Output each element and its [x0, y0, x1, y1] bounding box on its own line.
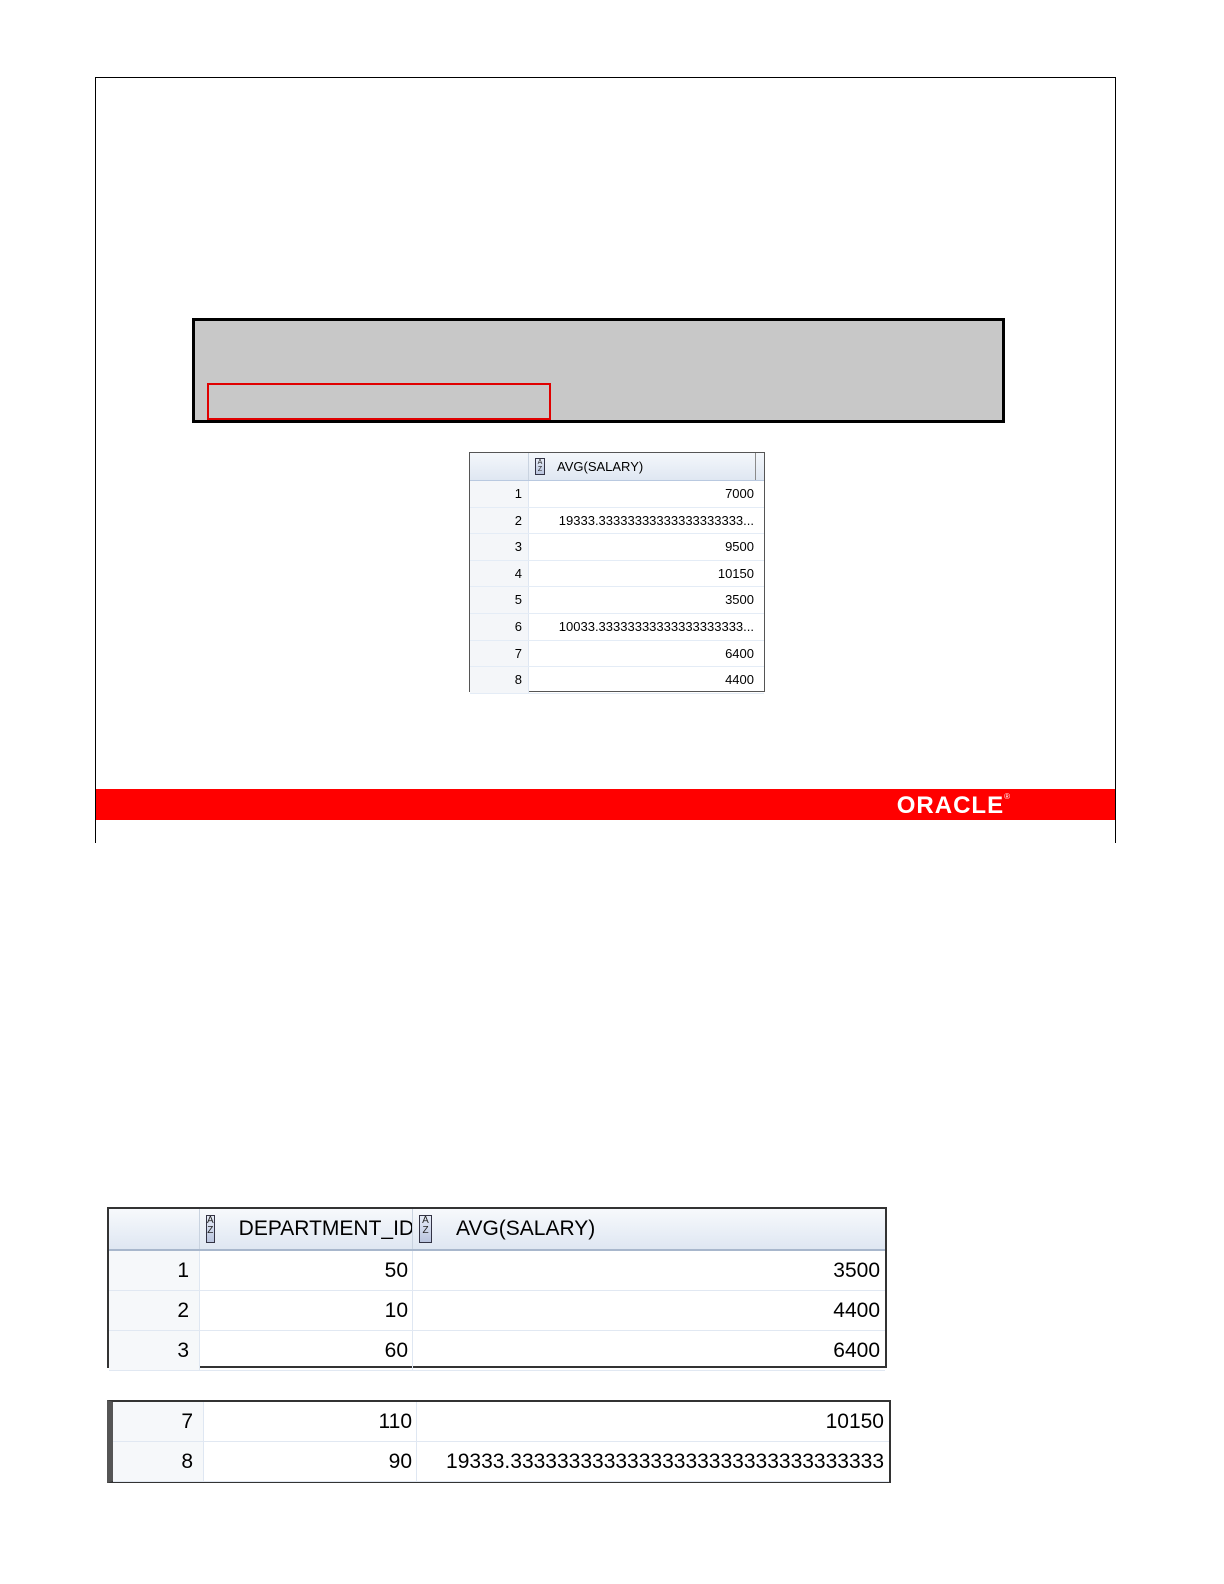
oracle-logo-text: ORACLE	[896, 792, 1005, 819]
row-number: 1	[109, 1251, 199, 1290]
table-row[interactable]	[109, 1251, 885, 1291]
column-header-department-id[interactable]	[199, 1209, 415, 1249]
department-id-cell: 110	[203, 1402, 416, 1441]
table-row[interactable]	[113, 1442, 889, 1482]
table-row[interactable]	[109, 1291, 885, 1331]
row-number: 2	[109, 1291, 199, 1330]
department-id-cell: 10	[199, 1291, 412, 1330]
department-id-cell: 60	[199, 1331, 412, 1370]
row-number: 3	[109, 1331, 199, 1370]
avg-salary-cell: 3500	[528, 587, 764, 613]
sort-icon[interactable]: A Z	[419, 1215, 432, 1243]
table-row[interactable]	[470, 481, 764, 508]
table-row[interactable]	[109, 1331, 885, 1371]
table-row[interactable]	[113, 1402, 889, 1442]
sort-icon[interactable]: A Z	[206, 1215, 215, 1243]
row-number: 6	[470, 614, 528, 640]
row-number: 2	[470, 508, 528, 534]
row-number: 4	[470, 561, 528, 587]
column-header-label: AVG(SALARY)	[456, 1217, 596, 1240]
avg-salary-cell: 19333.33333333333333333333...	[528, 508, 764, 534]
avg-salary-cell: 6400	[412, 1331, 884, 1370]
avg-salary-cell: 4400	[412, 1291, 884, 1330]
department-id-cell: 90	[203, 1442, 416, 1481]
table-row[interactable]	[470, 508, 764, 535]
avg-salary-cell: 10033.33333333333333333333...	[528, 614, 764, 640]
avg-salary-result-grid	[469, 452, 765, 692]
slide-frame	[95, 77, 1116, 843]
avg-salary-cell: 3500	[412, 1251, 884, 1290]
row-number: 8	[470, 667, 528, 693]
sql-code-box	[192, 318, 1005, 423]
avg-salary-cell: 10150	[528, 561, 764, 587]
grid-header	[470, 453, 764, 481]
table-row[interactable]	[470, 561, 764, 588]
grid-header	[109, 1209, 885, 1251]
table-row[interactable]	[470, 587, 764, 614]
footer-bar	[96, 789, 1115, 820]
department-id-cell: 50	[199, 1251, 412, 1290]
avg-salary-cell: 6400	[528, 641, 764, 667]
column-header-avg-salary[interactable]	[412, 1209, 884, 1249]
row-number: 5	[470, 587, 528, 613]
code-highlight	[207, 383, 551, 420]
table-row[interactable]	[470, 614, 764, 641]
sort-icon[interactable]: A Z	[535, 458, 545, 475]
oracle-logo: ORACLE®	[896, 792, 1011, 819]
avg-salary-cell: 9500	[528, 534, 764, 560]
dept-avg-salary-grid-top	[107, 1207, 887, 1368]
column-header-avg-salary[interactable]	[528, 453, 756, 480]
row-number-header	[470, 453, 528, 480]
row-number: 7	[470, 641, 528, 667]
row-number: 8	[113, 1442, 203, 1481]
row-number: 7	[113, 1402, 203, 1441]
avg-salary-cell: 10150	[416, 1402, 888, 1441]
row-number: 3	[470, 534, 528, 560]
row-number: 1	[470, 481, 528, 507]
dept-avg-salary-grid-bottom	[107, 1400, 891, 1483]
row-number-header	[109, 1209, 199, 1249]
table-row[interactable]	[470, 641, 764, 668]
column-header-label: DEPARTMENT_ID	[238, 1217, 415, 1240]
avg-salary-cell: 4400	[528, 667, 764, 693]
table-row[interactable]	[470, 534, 764, 561]
avg-salary-cell: 19333.33333333333333333333333333333333	[416, 1442, 888, 1481]
avg-salary-cell: 7000	[528, 481, 764, 507]
column-header-label: AVG(SALARY)	[557, 459, 644, 474]
table-row[interactable]	[470, 667, 764, 694]
